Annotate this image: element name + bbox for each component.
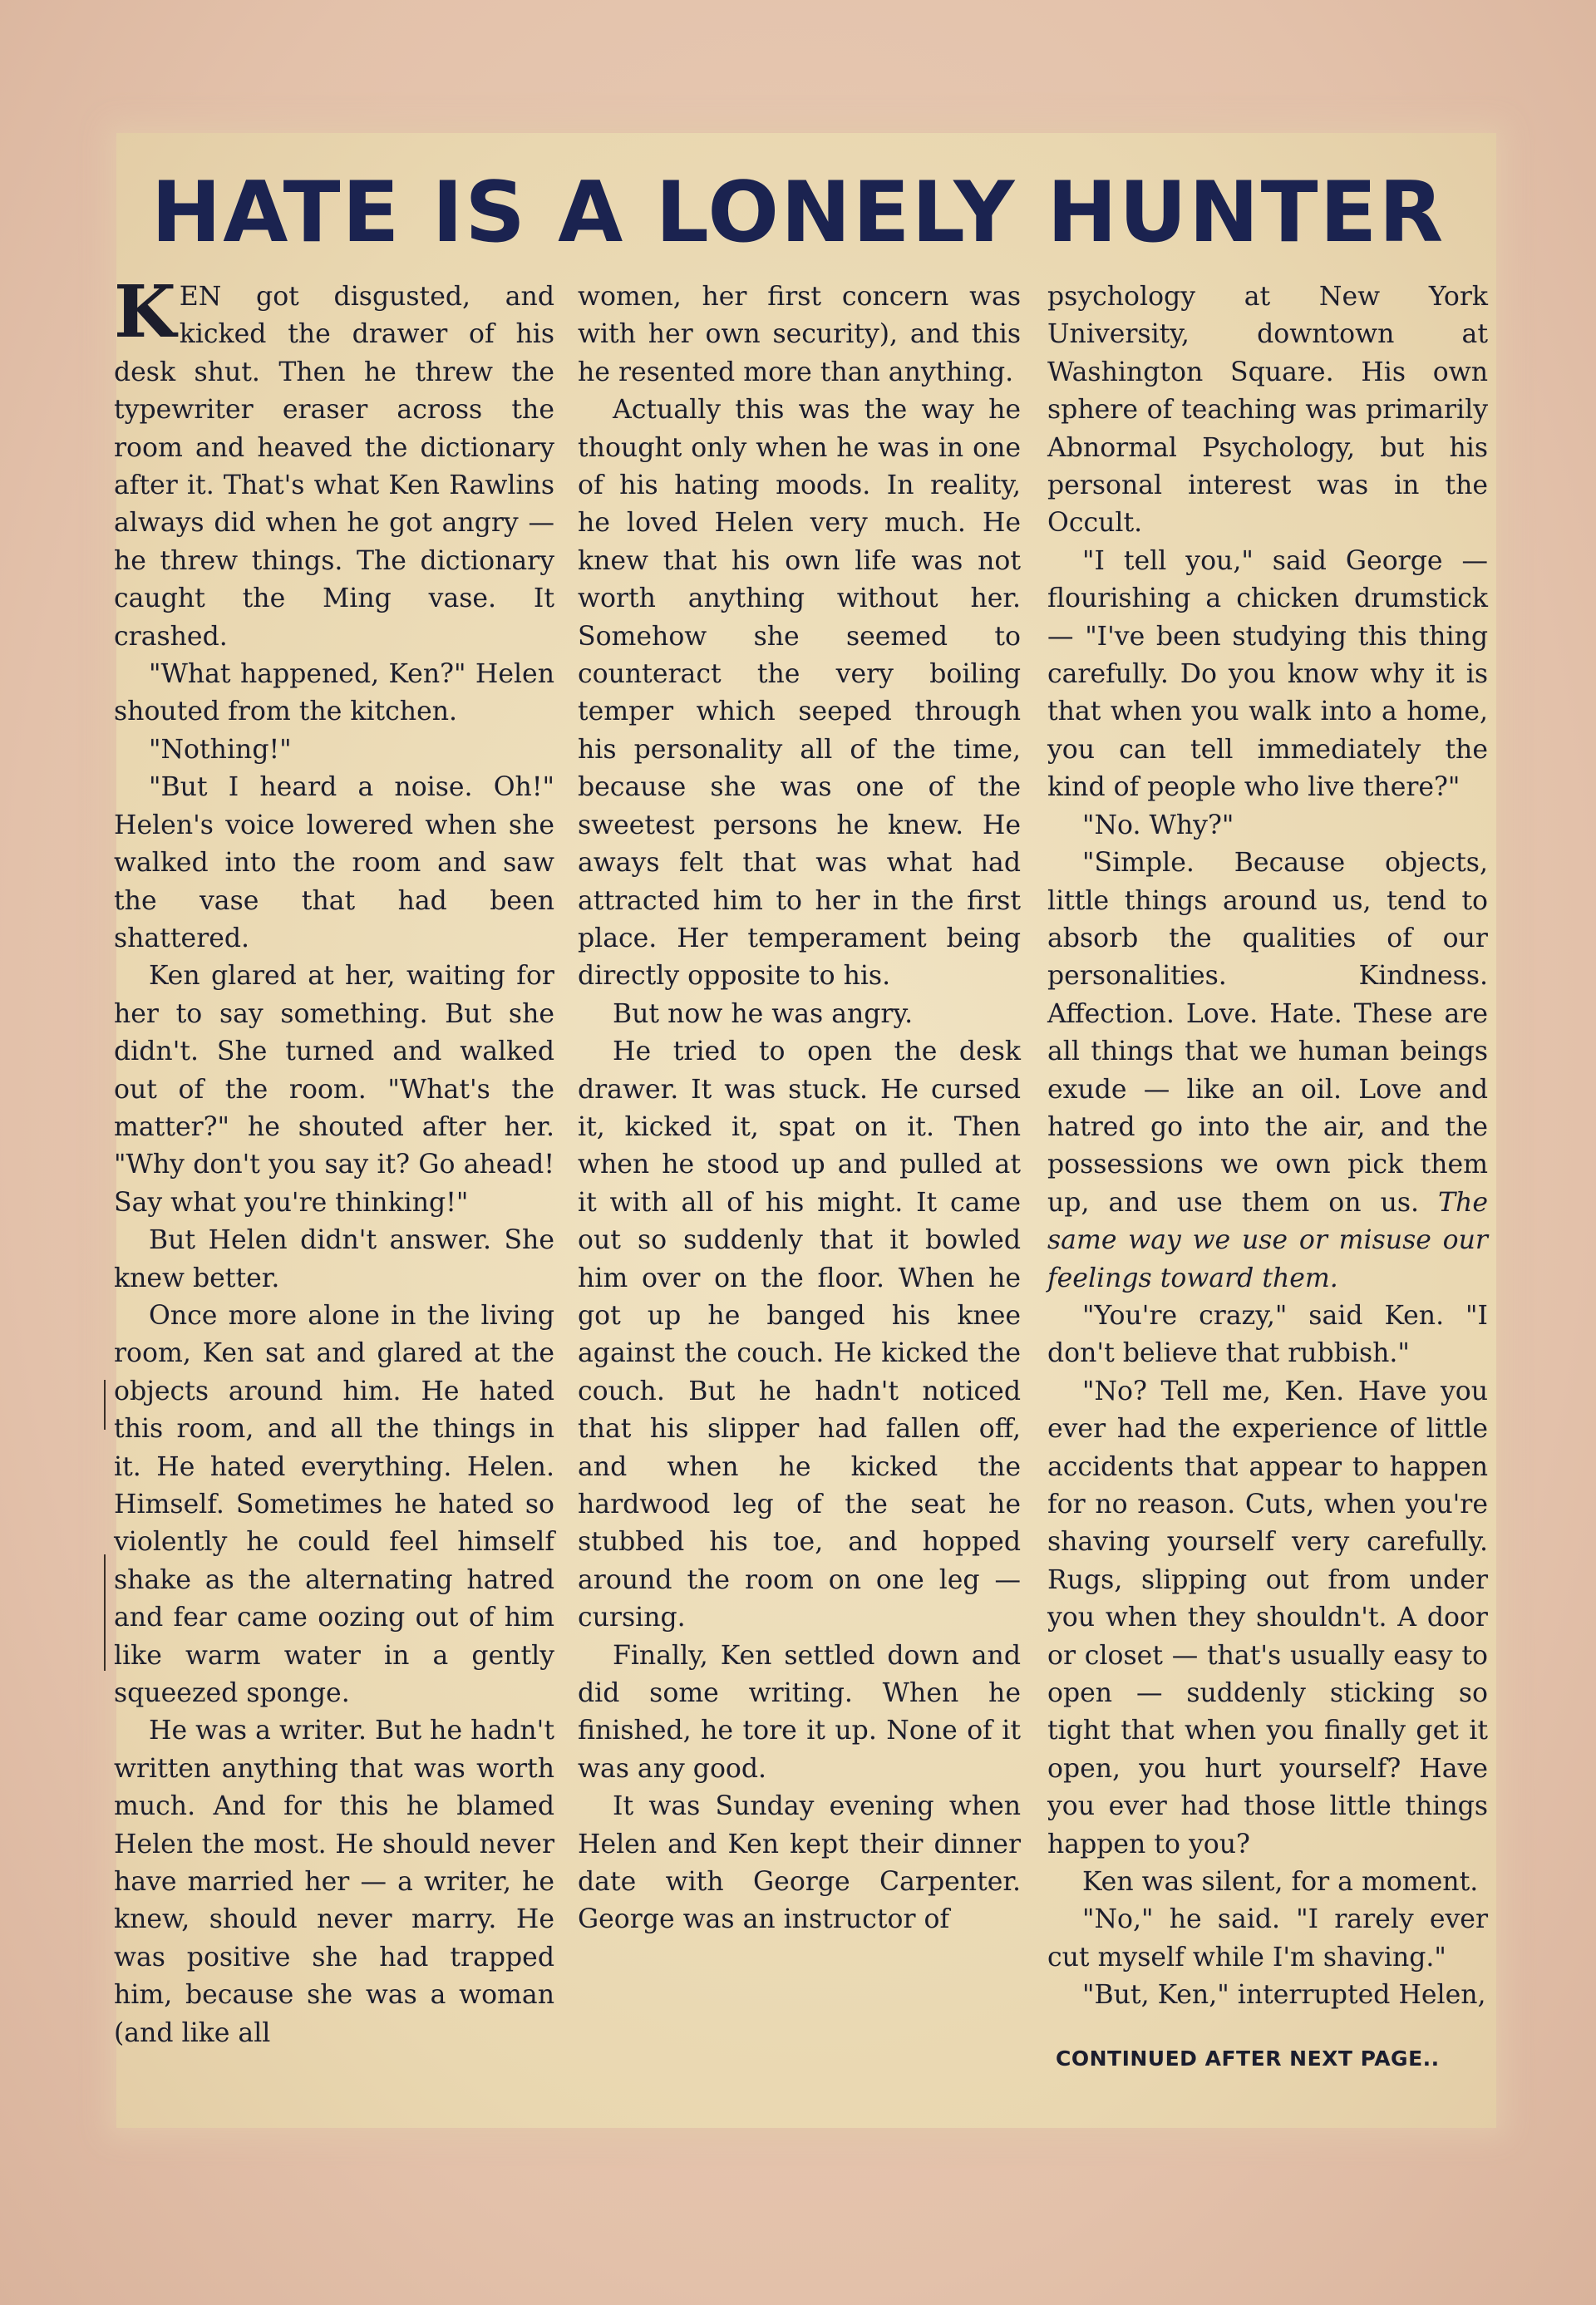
paragraph-opening — [114, 270, 554, 656]
paragraph: Ken was silent, for a moment. — [1082, 1867, 1479, 1898]
paragraph: Finally, Ken settled down and did some writing. When he finished, he tore it up. None of it was any good. — [578, 1640, 1021, 1784]
paragraph: "You're crazy," said Ken. "I don't believe that rubbish." — [1047, 1300, 1488, 1369]
paragraph: "No," he said. "I rarely ever cut myself while I'm shaving." — [1047, 1904, 1488, 1973]
text-column-3 — [1047, 278, 1488, 2015]
paragraph: Actually this was the way he thought only when he was in one of his hating moods. In reality, he loved Helen very much. He knew that his own life was not worth anything without her. Somehow she seemed to counteract the very boiling temper which seeped through his personality all of the time, because she was one of the sweetest persons he knew. He aways felt that was what had attracted him to her in the first place. Her temperament being directly opposite to his. — [578, 395, 1021, 992]
margin-mark — [104, 1380, 106, 1430]
paragraph: "No. Why?" — [1082, 810, 1234, 840]
paragraph: women, her first concern was with her own security), and this he resented more than anything. — [578, 282, 1021, 387]
text-column-1 — [114, 270, 554, 2052]
paragraph: psychology at New York University, downtown at Washington Square. His own sphere of teaching was primarily Abnormal Psychology, but his personal interest was in the Occult. — [1047, 282, 1488, 539]
paragraph: But Helen didn't answer. She knew better. — [114, 1225, 554, 1293]
continued-note: CONTINUED AFTER NEXT PAGE.. — [1056, 2046, 1440, 2071]
paragraph: "Nothing!" — [149, 734, 292, 765]
paragraph-text: "Simple. Because objects, little things around us, tend to absorb the qualities of our personalities. Kindness. Affection. Love. Hate. These are all things that we human beings exude — like an oil. Love and hatred go into the air, and the possessions we own pick them up, and use them on us. — [1047, 848, 1488, 1218]
paragraph: "I tell you," said George — flourishing a chicken drumstick — "I've been studying this thing carefully. Do you know why it is that when you walk into a home, you can tell immediately the kind of people who live there?" — [1047, 545, 1488, 803]
paragraph: "But, Ken," interrupted Helen, — [1082, 1980, 1486, 2011]
opening-text: EN got disgusted, and kicked the drawer of his desk shut. Then he threw the typewriter eraser across the room and heaved the dictionary after it. That's what Ken Rawlins always did when he got angry — he threw things. The dictionary caught the Ming vase. It crashed. — [114, 282, 554, 652]
paragraph: "No? Tell me, Ken. Have you ever had the experience of little accidents that appear to happen for no reason. Cuts, when you're shaving yourself very carefully. Rugs, slipping out from under you when they shouldn't. A door or closet — that's usually easy to open — suddenly sticking so tight that when you finally get it open, you hurt yourself? Have you ever had those little things happen to you? — [1047, 1376, 1488, 1859]
margin-mark — [104, 1554, 106, 1671]
paragraph: He tried to open the desk drawer. It was stuck. He cursed it, kicked it, spat on it. Then when he stood up and pulled at it with all of his might. It came out so suddenly that it bowled him over on the floor. When he got up he banged his knee against the couch. He kicked the couch. But he hadn't noticed that his slipper had fallen off, and when he kicked the hardwood leg of the seat he stubbed his toe, and hopped around the room on one leg — cursing. — [578, 1037, 1021, 1633]
paragraph: "But I heard a noise. Oh!" Helen's voice lowered when she walked into the room and saw the vase that had been shattered. — [114, 772, 554, 953]
paragraph — [1047, 845, 1488, 1298]
paragraph: But now he was angry. — [613, 998, 914, 1029]
italic-phrase: The same way we use or misuse our feelings toward them. — [1047, 1187, 1488, 1293]
paragraph: "What happened, Ken?" Helen shouted from the kitchen. — [114, 659, 554, 727]
drop-cap: K — [114, 270, 176, 354]
paragraph: Ken glared at her, waiting for her to say something. But she didn't. She turned and walked out of the room. "What's the matter?" he shouted after her. "Why don't you say it? Go ahead! Say what you're thinking!" — [114, 961, 554, 1218]
paragraph: Once more alone in the living room, Ken sat and glared at the objects around him. He hated this room, and all the things in it. He hated everything. Helen. Himself. Sometimes he hated so violently he could feel himself shake as the alternating hatred and fear came oozing out of him like warm water in a gently squeezed sponge. — [114, 1300, 554, 1709]
paragraph: He was a writer. But he hadn't written anything that was worth much. And for this he blamed Helen the most. He should never have married her — a writer, he knew, should never marry. He was positive she had trapped him, because she was a woman (and like all — [114, 1716, 554, 2048]
paragraph: It was Sunday evening when Helen and Ken kept their dinner date with George Carpenter. George was an instructor of — [578, 1791, 1021, 1935]
text-column-2 — [578, 278, 1021, 1939]
story-title: HATE IS A LONELY HUNTER — [150, 163, 1446, 261]
